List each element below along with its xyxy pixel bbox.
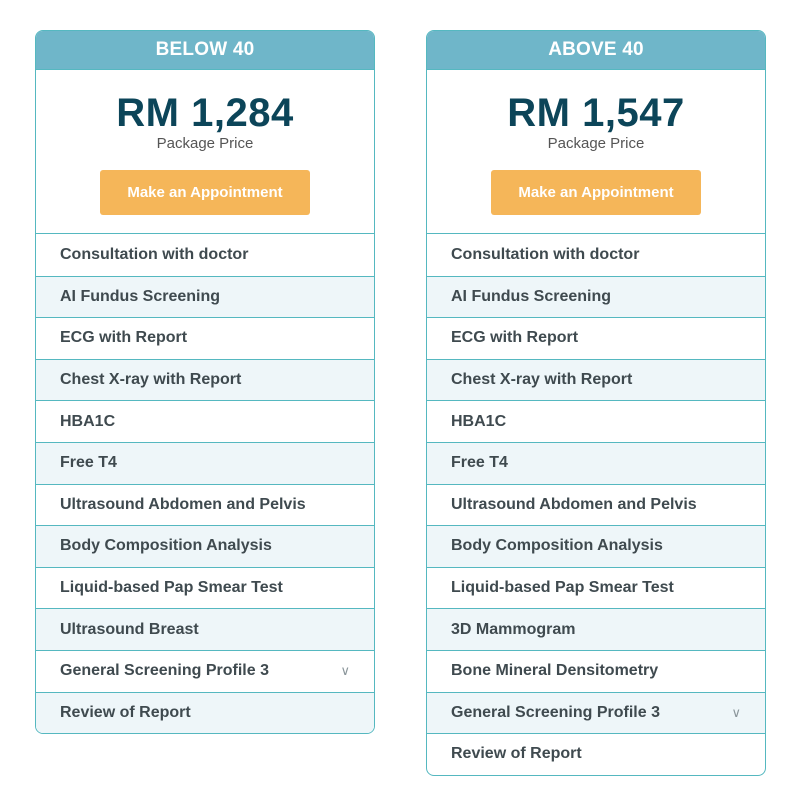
package-item xyxy=(36,359,374,401)
package-item xyxy=(427,359,765,401)
package-price: RM 1,547 xyxy=(507,91,685,135)
package-item-label: ECG with Report xyxy=(60,329,188,347)
package-item-label: Body Composition Analysis xyxy=(451,537,663,555)
price-section xyxy=(36,70,374,234)
package-item-label: Ultrasound Abdomen and Pelvis xyxy=(60,495,306,513)
package-card-below-40 xyxy=(35,30,375,734)
package-item xyxy=(427,276,765,318)
package-item-label: Liquid-based Pap Smear Test xyxy=(451,579,674,597)
package-item xyxy=(36,276,374,318)
package-item-expandable[interactable] xyxy=(36,650,374,692)
package-item xyxy=(427,650,765,692)
package-item xyxy=(36,317,374,359)
package-item-label: Liquid-based Pap Smear Test xyxy=(60,579,283,597)
package-item xyxy=(427,608,765,650)
package-item xyxy=(427,317,765,359)
package-item xyxy=(36,234,374,276)
package-item-label: Ultrasound Abdomen and Pelvis xyxy=(451,495,697,513)
package-item-label: Free T4 xyxy=(451,454,508,472)
package-item-label: Consultation with doctor xyxy=(451,245,640,263)
package-item-label: ECG with Report xyxy=(451,329,579,347)
package-item xyxy=(36,484,374,526)
chevron-down-icon[interactable]: ∨ xyxy=(731,704,741,720)
package-item-label: General Screening Profile 3 xyxy=(451,703,660,721)
package-item-label: Ultrasound Breast xyxy=(60,620,199,638)
package-item-label: HBA1C xyxy=(60,412,116,430)
price-section xyxy=(427,70,765,234)
package-item xyxy=(36,525,374,567)
package-item-label: Bone Mineral Densitometry xyxy=(451,662,659,680)
package-price: RM 1,284 xyxy=(116,91,294,135)
package-item-label: Chest X-ray with Report xyxy=(60,371,242,389)
package-item xyxy=(36,400,374,442)
package-item-list xyxy=(427,234,765,775)
package-item-list xyxy=(36,234,374,733)
package-card-above-40 xyxy=(426,30,766,776)
package-item xyxy=(427,400,765,442)
package-item xyxy=(427,234,765,276)
package-item xyxy=(427,733,765,775)
package-title: ABOVE 40 xyxy=(427,31,765,70)
package-item-label: HBA1C xyxy=(451,412,507,430)
package-item-label: AI Fundus Screening xyxy=(451,287,612,305)
price-caption: Package Price xyxy=(156,135,254,152)
package-item-label: Free T4 xyxy=(60,454,117,472)
make-appointment-button[interactable]: Make an Appointment xyxy=(491,170,701,215)
price-caption: Package Price xyxy=(547,135,645,152)
package-item xyxy=(427,484,765,526)
package-item-label: AI Fundus Screening xyxy=(60,287,221,305)
package-item-label: Consultation with doctor xyxy=(60,245,249,263)
package-item xyxy=(36,442,374,484)
package-item-label: Chest X-ray with Report xyxy=(451,371,633,389)
package-item-label: 3D Mammogram xyxy=(451,620,576,638)
package-item xyxy=(427,442,765,484)
package-title: BELOW 40 xyxy=(36,31,374,70)
package-item xyxy=(427,525,765,567)
package-item-label: Review of Report xyxy=(60,703,191,721)
package-item xyxy=(427,567,765,609)
chevron-down-icon[interactable]: ∨ xyxy=(340,663,350,679)
package-item-label: Review of Report xyxy=(451,745,582,763)
package-item-expandable[interactable] xyxy=(427,692,765,734)
package-item xyxy=(36,608,374,650)
package-item-label: Body Composition Analysis xyxy=(60,537,272,555)
make-appointment-button[interactable]: Make an Appointment xyxy=(100,170,310,215)
package-item xyxy=(36,567,374,609)
package-item xyxy=(36,692,374,734)
package-item-label: General Screening Profile 3 xyxy=(60,662,269,680)
